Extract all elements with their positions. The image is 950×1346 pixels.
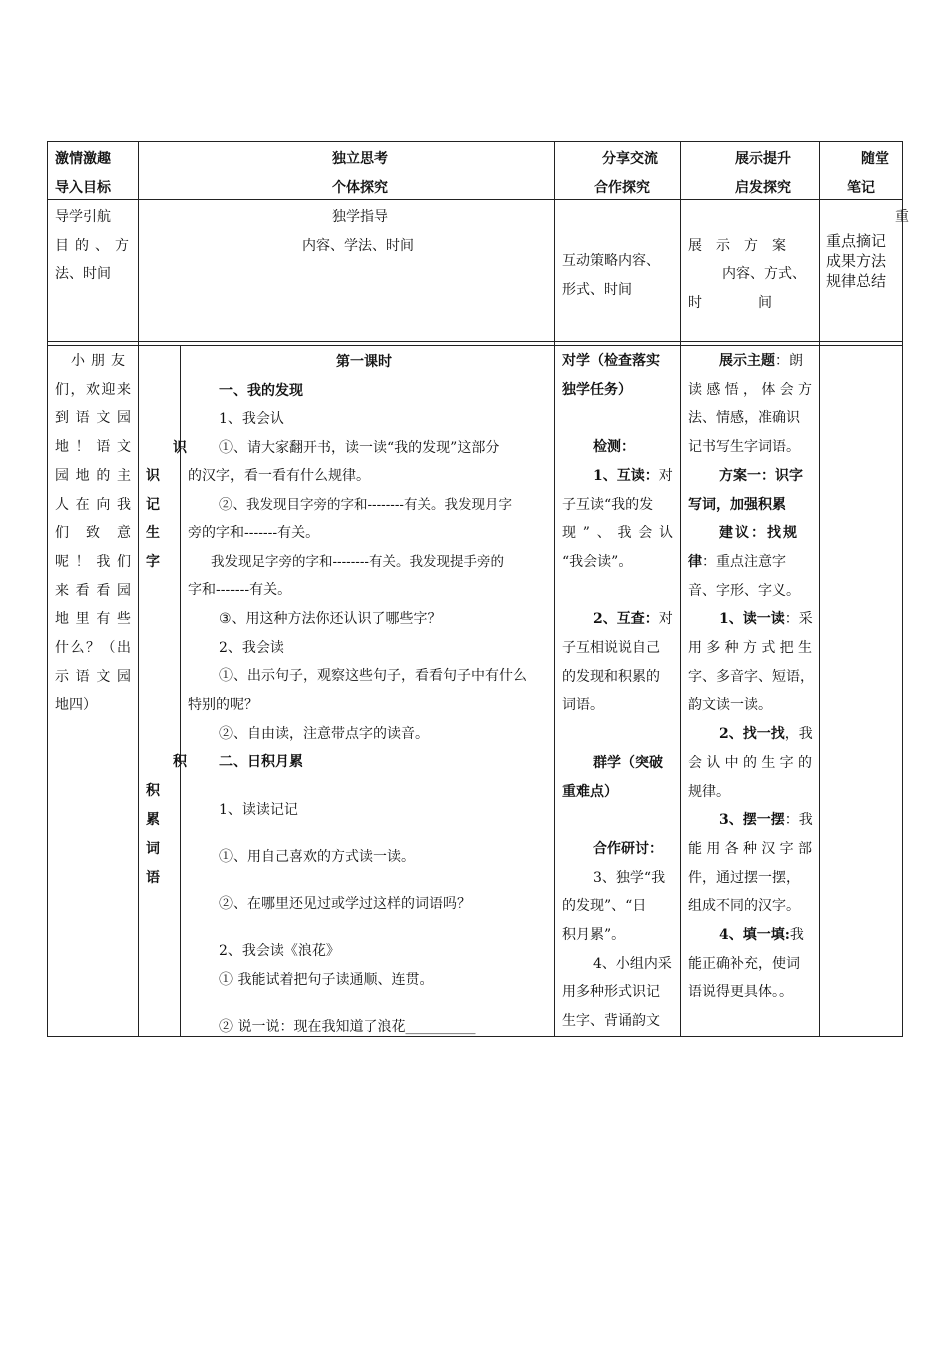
a4-tail: 我 <box>789 927 804 944</box>
item1b-line2: 旁的字和-------有关。 <box>188 525 320 541</box>
subheader-col5-line1: 重点摘记 <box>826 232 887 250</box>
header-bottom-border <box>47 199 903 200</box>
r1-line4: “我会读”。 <box>562 553 633 570</box>
intro-line: 呢！我们 <box>55 553 131 570</box>
c3-line3: 积月累”。 <box>562 927 626 944</box>
section1-label-char: 字 <box>146 554 160 570</box>
r2-bold: 2、互查： <box>593 611 659 628</box>
col-border-0 <box>47 141 48 1037</box>
section2-label-char: 累 <box>146 812 160 828</box>
group-study-title: 群学（突破 <box>593 754 663 771</box>
header-col5-line1: 随堂 <box>861 151 889 167</box>
item1c-line2: 字和-------有关。 <box>188 582 292 598</box>
item2a-line2: 特别的呢？ <box>188 697 258 713</box>
section1-label-char: 识 <box>173 440 187 456</box>
subheader-col4-line2: 内容、方式、 <box>722 266 806 282</box>
section2-label-char: 积 <box>173 754 187 770</box>
a4-bold: 4、填一填: <box>719 927 790 944</box>
header-col4-line2: 启发探究 <box>735 180 791 196</box>
intro-line: 地四） <box>55 697 97 714</box>
r1-line1 <box>562 462 673 491</box>
r1-line2: 子互读“我的发 <box>562 496 654 513</box>
a2-bold: 2、找一找 <box>719 726 785 743</box>
r1-tail: 对 <box>658 467 673 484</box>
subheader-col5-line0: 重 <box>895 209 909 225</box>
spacer <box>562 806 673 835</box>
a1-line2: 用多种方式把生 <box>688 640 812 657</box>
header-col3-line1: 分享交流 <box>602 151 658 167</box>
part1-title: 一、我的发现 <box>219 383 303 399</box>
intro-line: 园地的主 <box>55 467 131 484</box>
col-border-3 <box>680 141 681 1037</box>
c4-line2: 用多种形式识记 <box>562 984 660 1001</box>
coop-label: 合作研讨： <box>593 840 663 857</box>
header-col4-line1: 展示提升 <box>735 151 791 167</box>
item1d: ③、用这种方法你还认识了哪些字？ <box>219 611 442 627</box>
theme-tail: ：朗 <box>775 353 803 369</box>
intro-line: 地里有些 <box>55 611 131 628</box>
suggest-tail: ：重点注意字 <box>702 553 786 570</box>
header-col3-line2: 合作探究 <box>594 180 650 196</box>
c3-line2: 的发现”、“日 <box>562 898 647 915</box>
section2-label-char: 积 <box>146 783 160 799</box>
a2-line2: 会认中的生字的 <box>688 754 812 771</box>
item1a-line2: 的汉字，看一看有什么规律。 <box>188 468 370 484</box>
a4-line2: 能正确补充，使词 <box>688 955 800 972</box>
c4-line3: 生字、背诵韵文 <box>562 1013 660 1030</box>
theme-line3: 法、情感，准确识 <box>688 410 800 427</box>
pair-study-title-2: 独学任务） <box>562 381 632 398</box>
theme-line1 <box>688 347 812 376</box>
a1-line3: 字、多音字、短语， <box>688 668 814 685</box>
pair-study-title: 对学（检查落实 <box>562 353 660 369</box>
intro-line: 人在向我 <box>55 496 131 513</box>
r2-tail: 对 <box>658 611 673 628</box>
intro-line: 小朋友 <box>71 353 131 369</box>
a2-tail: ，我 <box>784 726 813 743</box>
header-col1-line2: 导入目标 <box>55 180 111 196</box>
suggest-bold: 律 <box>688 553 702 570</box>
intro-line: 示语文园 <box>55 668 131 685</box>
subheader-col1-line3: 法、时间 <box>55 266 111 282</box>
table-top-border <box>47 141 903 142</box>
theme-line4: 记书写生字词语。 <box>688 439 800 456</box>
a3-line4: 组成不同的汉字。 <box>688 898 800 915</box>
col-border-1 <box>138 141 139 1037</box>
subheader-col4-line1: 展 示 方 案 <box>688 238 786 254</box>
lesson-title: 第一课时 <box>336 354 392 370</box>
p2-item1b: ②、在哪里还见过或学过这样的词语吗？ <box>219 896 471 912</box>
a3-line2: 能用各种汉字部 <box>688 840 812 857</box>
check-label: 检测： <box>593 439 635 456</box>
section1-label-char: 识 <box>146 468 160 484</box>
subheader-col2-line2: 内容、学法、时间 <box>302 238 414 254</box>
plan-line2: 写词，加强积累 <box>688 496 786 513</box>
part2-title: 二、日积月累 <box>219 754 303 770</box>
subheader-col4-line3: 时 间 <box>688 295 772 311</box>
intro-line: 们，欢迎来 <box>55 381 131 398</box>
p2-item2a: ① 我能试着把句子读通顺、连贯。 <box>219 972 434 988</box>
subheader-col3-line2: 形式、时间 <box>562 282 632 298</box>
header-col2-line2: 个体探究 <box>332 180 388 196</box>
plan-line1: 方案一：识字 <box>719 467 803 484</box>
subheader-col5-line3: 规律总结 <box>826 272 887 290</box>
a3-line3: 件，通过摆一摆， <box>688 869 800 886</box>
p2-item1a: ①、用自己喜欢的方式读一读。 <box>219 849 415 865</box>
section1-label-char: 记 <box>146 497 160 513</box>
a4-line3: 语说得更具体。。 <box>688 984 793 1001</box>
a2-line3: 规律。 <box>688 783 730 800</box>
intro-line: 地！语文 <box>55 439 131 456</box>
intro-line: 到语文园 <box>55 410 131 427</box>
r1-bold: 1、互读： <box>593 467 659 484</box>
subheader-col1-line2: 目的、方 <box>55 238 135 254</box>
r2-line1 <box>562 605 673 634</box>
r2-line4: 词语。 <box>562 697 604 714</box>
spacer <box>562 720 673 749</box>
p2-item2: 2、我会读《浪花》 <box>219 943 340 959</box>
section2-label-char: 词 <box>146 841 160 857</box>
subheader-bottom-border <box>47 341 903 342</box>
a1-line1 <box>688 605 812 634</box>
c3-line1: 3、独学“我 <box>593 869 666 886</box>
intro-line: 什么？（出 <box>55 640 131 657</box>
r1-line3: 现”、我会认 <box>562 525 673 542</box>
a1-tail: ：采 <box>784 611 813 628</box>
col-border-2 <box>554 141 555 1037</box>
a1-line4: 韵文读一读。 <box>688 697 772 714</box>
header-col2-line1: 独立思考 <box>332 151 388 167</box>
a3-bold: 3、摆一摆 <box>719 812 785 829</box>
item1b-line1: ②、我发现目字旁的字和--------有关。我发现月字 <box>219 497 512 513</box>
a4-line1 <box>688 921 812 950</box>
subheader-col1-line1: 导学引航 <box>55 209 111 225</box>
r2-line2: 子互相说说自己 <box>562 640 660 657</box>
show-text <box>688 347 812 1007</box>
subheader-col3-line1: 互动策略内容、 <box>562 253 660 269</box>
item2: 2、我会读 <box>219 640 284 656</box>
header-col1-line1: 激情激趣 <box>55 151 111 167</box>
r2-line3: 的发现和积累的 <box>562 668 660 685</box>
col-border-4 <box>819 141 820 1037</box>
header-col5-line2: 笔记 <box>847 180 875 196</box>
theme-bold: 展示主题 <box>719 353 775 369</box>
group-study-title-2: 重难点） <box>562 783 618 800</box>
spacer <box>562 404 673 433</box>
suggest-line2 <box>688 548 812 577</box>
section2-label-char: 语 <box>146 870 160 886</box>
subheader-col5-line2: 成果方法 <box>826 252 887 270</box>
body-top-border <box>47 345 903 346</box>
suggest-line3: 音、字形、字义。 <box>688 582 800 599</box>
col-border-5 <box>902 141 903 1037</box>
item1a-line1: ①、请大家翻开书，读一读“我的发现”这部分 <box>219 440 500 456</box>
spacer <box>562 577 673 606</box>
p2-item1: 1、读读记记 <box>219 802 298 818</box>
p2-item2b <box>219 1017 475 1037</box>
subheader-col2-line1: 独学指导 <box>332 209 388 225</box>
a2-line1 <box>688 720 812 749</box>
theme-line2: 读感悟，体会方 <box>688 381 812 398</box>
a1-bold: 1、读一读 <box>719 611 785 628</box>
item1c-line1: 我发现足字旁的字和--------有关。我发现提手旁的 <box>211 554 504 570</box>
item2a-line1: ①、出示句子，观察这些句子，看看句子中有什么 <box>219 668 527 684</box>
p2-item2b-text: ② 说一说：现在我知道了浪花 <box>219 1019 406 1035</box>
fill-in-blank: __________ <box>405 1019 476 1035</box>
c4-line1: 4、小组内采 <box>593 955 672 972</box>
item2b: ②、自由读，注意带点字的读音。 <box>219 726 429 742</box>
intro-text <box>55 347 131 720</box>
item1: 1、我会认 <box>219 411 284 427</box>
intro-line: 们致意 <box>55 525 131 542</box>
intro-line: 来看看园 <box>55 582 131 599</box>
a3-line1 <box>688 806 812 835</box>
a3-tail: ：我 <box>784 812 813 829</box>
section1-label-char: 生 <box>146 525 160 541</box>
suggest-line1: 建议：找规 <box>719 525 799 542</box>
interaction-text <box>562 347 673 1036</box>
